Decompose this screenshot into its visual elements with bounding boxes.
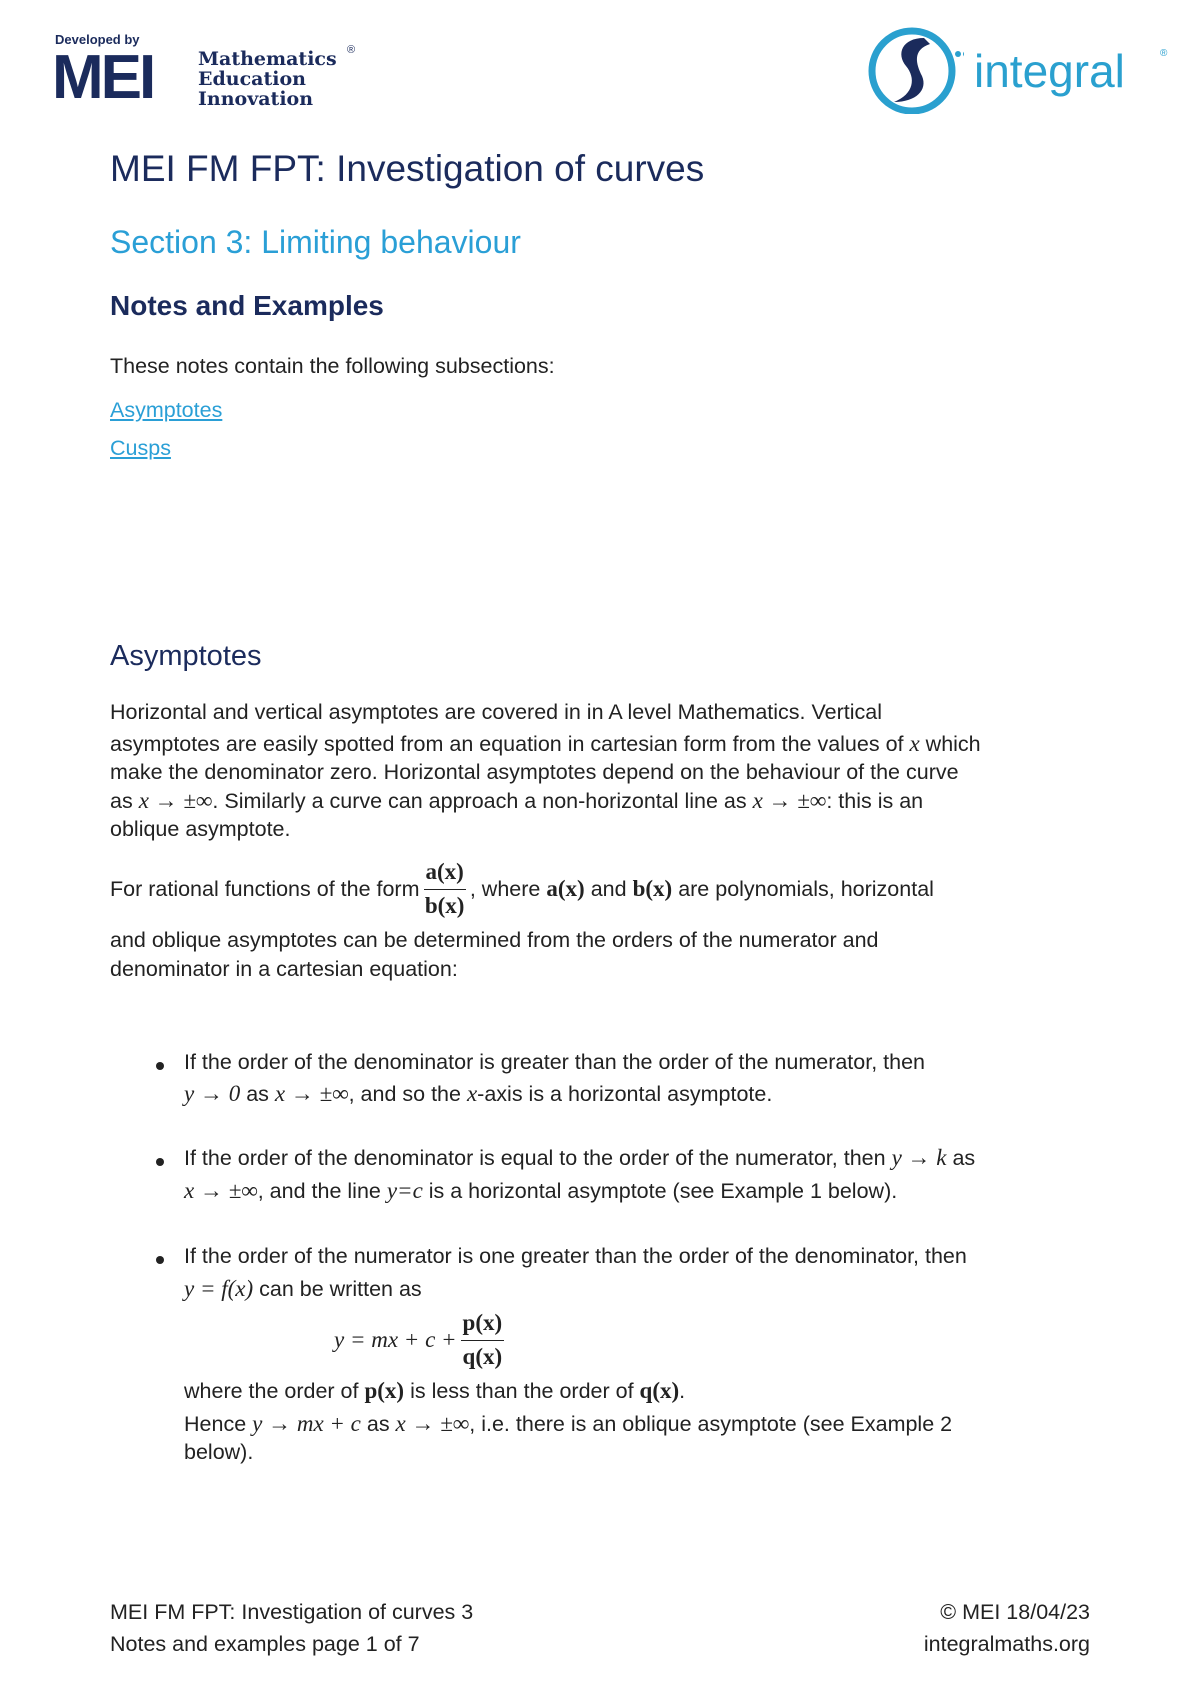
mei-logo-line1: Mathematics [198,48,337,70]
math-p-of-x: p(x) [364,1378,405,1403]
math-x: x [909,730,920,756]
para2-line3: denominator in a cartesian equation: [110,956,458,981]
bullet2-text-3: , and the line [257,1178,387,1203]
integral-word: integral [974,45,1125,97]
math-y-to-k: y → k [891,1145,947,1170]
math-x-to-infinity-5: x → ±∞ [395,1410,470,1436]
footer-right-line2: integralmaths.org [923,1632,1090,1656]
bullet2-text-4: is a horizontal asymptote (see Example 1 below). [422,1178,898,1203]
bullet3-line3 [184,1377,1124,1406]
notes-heading: Notes and Examples [110,290,384,321]
integral-swoosh-icon [864,24,964,114]
bullet1-text-3: -axis is a horizontal asymptote. [477,1081,773,1106]
fraction-numerator: a(x) [424,858,466,890]
page-title: MEI FM FPT: Investigation of curves [110,148,705,189]
mei-logo-line2: Education [198,68,306,90]
fraction-p-of-x: p(x) [461,1309,505,1341]
bullet-2 [184,1144,1124,1205]
asymptotes-heading: Asymptotes [110,640,262,672]
fraction-q-of-x: q(x) [462,1343,503,1369]
para1-line3: make the denominator zero. Horizontal asymptotes depend on the behaviour of the curve [110,760,959,784]
bullet-1 [184,1048,1124,1108]
mei-logo-words [198,49,337,109]
para2-text-d: are polynomials, horizontal [678,876,934,901]
para1-line1: Horizontal and vertical asymptotes are covered in in A level Mathematics. Vertical [110,700,882,724]
bullet1-text-2: , and so the [348,1081,467,1106]
math-x-2: x [466,1080,478,1106]
bullet3-line4 [184,1410,1124,1439]
mei-logo [52,32,362,110]
mei-registered-mark: ® [347,44,356,56]
math-a-of-x: a(x) [546,875,585,901]
integral-logo [864,24,1174,114]
asymptotes-paragraph-2 [110,858,1110,983]
bullet2-line2 [184,1177,1124,1206]
footer-left-line2: Notes and examples page 1 of 7 [110,1632,420,1656]
bullet3-text-2: where the order of [184,1379,365,1403]
bullet3-text-7: , i.e. there is an oblique asymptote (see Example 2 [469,1411,953,1436]
bullet3-line2 [184,1275,1124,1304]
fraction-denominator: b(x) [424,892,465,918]
bullet3-text-4: . [679,1379,686,1403]
math-x-to-infinity-3: x → ±∞ [274,1080,349,1106]
math-b-of-x: b(x) [632,875,673,901]
mei-logo-mark: MEI [52,43,154,112]
intro-text: These notes contain the following subsections: [110,354,555,378]
para1-line2-text: asymptotes are easily spotted from an equation in cartesian form from the values of [110,731,910,756]
bullet3-text-5: Hence [184,1411,253,1436]
math-x-to-infinity: x → ±∞ [138,787,213,813]
math-q-of-x: q(x) [639,1378,680,1403]
para1-line5: oblique asymptote. [110,817,291,841]
fraction-p-over-q [461,1309,505,1371]
para2-text-b: , where [469,876,541,901]
fraction-a-over-b [424,858,466,920]
math-y-to-mx-plus-c: y → mx + c [252,1410,361,1436]
bullet-3-marker [156,1256,164,1264]
bullet-1-marker [156,1062,164,1070]
bullet1-text-1: as [240,1081,275,1106]
para2-text-c: and [590,876,627,901]
para1-line4-middle: . Similarly a curve can approach a non-horizontal line as [212,788,753,813]
developed-by-label: Developed by [55,32,140,47]
link-cusps[interactable]: Cusps [110,436,171,460]
bullet3-line1: If the order of the numerator is one greater than the order of the denominator, then [184,1244,967,1268]
para2-line1 [110,858,1110,920]
bullet2-text-2: as [946,1146,976,1170]
para1-line2 [110,730,1110,759]
math-x-to-infinity-2: x → ±∞ [752,787,827,813]
para2-line2: and oblique asymptotes can be determined from the orders of the numerator and [110,928,879,952]
math-y-equals-f-of-x: y = f(x) [184,1275,254,1301]
bullet1-line1: If the order of the denominator is greater than the order of the numerator, then [184,1050,926,1074]
footer-left-line1: MEI FM FPT: Investigation of curves 3 [110,1600,474,1624]
bullet3-text-1: can be written as [253,1276,422,1301]
mei-logo-line3: Innovation [198,88,314,110]
para1-line4-end: : this is an [826,788,924,813]
math-y-to-0: y → 0 [184,1080,241,1106]
asymptotes-paragraph-1 [110,698,1110,844]
para1-line4-text: as [110,788,139,813]
math-y-equals-c: y=c [386,1177,423,1203]
equation-left-side: y = mx + c + [334,1326,457,1352]
bullet3-line5: below). [184,1440,254,1464]
oblique-equation [334,1309,1124,1371]
bullet1-line2 [184,1080,1124,1109]
bullet3-text-6: as [360,1411,396,1436]
para1-line4 [110,787,1110,816]
bullet2-text-1: If the order of the denominator is equal to the order of the numerator, then [184,1146,892,1170]
math-x-to-infinity-4: x → ±∞ [184,1177,258,1203]
link-asymptotes[interactable]: Asymptotes [110,398,223,422]
bullet-3 [184,1242,1124,1467]
footer-right-line1: © MEI 18/04/23 [940,1600,1090,1624]
bullet3-text-3: is less than the order of [404,1379,640,1403]
integral-registered-mark: ® [1160,48,1168,59]
section-title: Section 3: Limiting behaviour [110,224,521,260]
bullet2-line1 [184,1144,1124,1173]
bullet-2-marker [156,1158,164,1166]
para1-line2-end: which [919,731,981,756]
para2-text-a: For rational functions of the form [110,876,420,901]
